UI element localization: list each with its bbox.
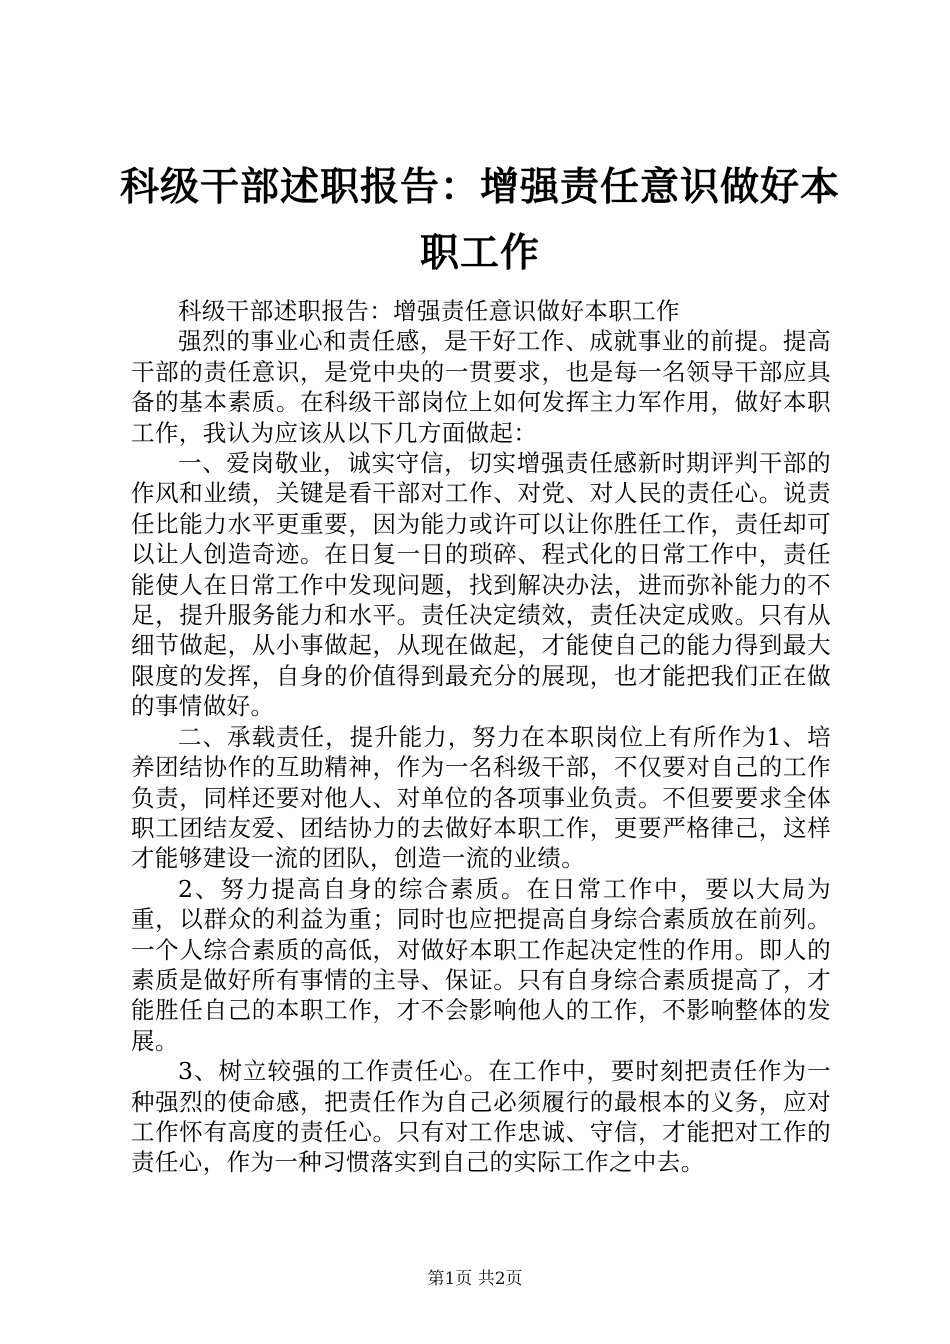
- document-body: [131, 296, 831, 1178]
- point-three-paragraph: 3、树立较强的工作责任心。在工作中，要时刻把责任作为一种强烈的使命感，把责任作为自己必须履行的最根本的义务，应对工作怀有高度的责任心。只有对工作忠诚、守信，才能把对工作的责任心，作为一种习惯落实到自己的实际工作之中去。: [131, 1057, 831, 1177]
- subtitle-paragraph: 科级干部述职报告：增强责任意识做好本职工作: [178, 297, 680, 325]
- page-footer: 第1页 共2页: [427, 1269, 523, 1289]
- intro-paragraph: 强烈的事业心和责任感，是干好工作、成就事业的前提。提高干部的责任意识，是党中央的一贯要求，也是每一名领导干部应具备的基本素质。在科级干部岗位上如何发挥主力军作用，做好本职工作，我认为应该从以下几方面做起：: [131, 327, 831, 447]
- section-two-paragraph: 二、承载责任，提升能力，努力在本职岗位上有所作为1、培养团结协作的互助精神，作为一名科级干部，不仅要对自己的工作负责，同样还要对他人、对单位的各项事业负责。不但要要求全体职工团结友爱、团结协力的去做好本职工作，更要严格律己，这样才能够建设一流的团队，创造一流的业绩。: [131, 722, 831, 873]
- document-title: 科级干部述职报告：增强责任意识做好本职工作: [120, 165, 841, 276]
- point-two-paragraph: 2、努力提高自身的综合素质。在日常工作中，要以大局为重，以群众的利益为重；同时也应把提高自身综合素质放在前列。一个人综合素质的高低，对做好本职工作起决定性的作用。即人的素质是做好所有事情的主导、保证。只有自身综合素质提高了，才能胜任自己的本职工作，才不会影响他人的工作，不影响整体的发展。: [131, 874, 831, 1055]
- section-one-paragraph: 一、爱岗敬业，诚实守信，切实增强责任感新时期评判干部的作风和业绩，关键是看干部对工作、对党、对人民的责任心。说责任比能力水平更重要，因为能力或许可以让你胜任工作，责任却可以让人创造奇迹。在日复一日的琐碎、程式化的日常工作中，责任能使人在日常工作中发现问题，找到解决办法，进而弥补能力的不足，提升服务能力和水平。责任决定绩效，责任决定成败。只有从细节做起，从小事做起，从现在做起，才能使自己的能力得到最大限度的发挥，自身的价值得到最充分的展现，也才能把我们正在做的事情做好。: [131, 449, 831, 721]
